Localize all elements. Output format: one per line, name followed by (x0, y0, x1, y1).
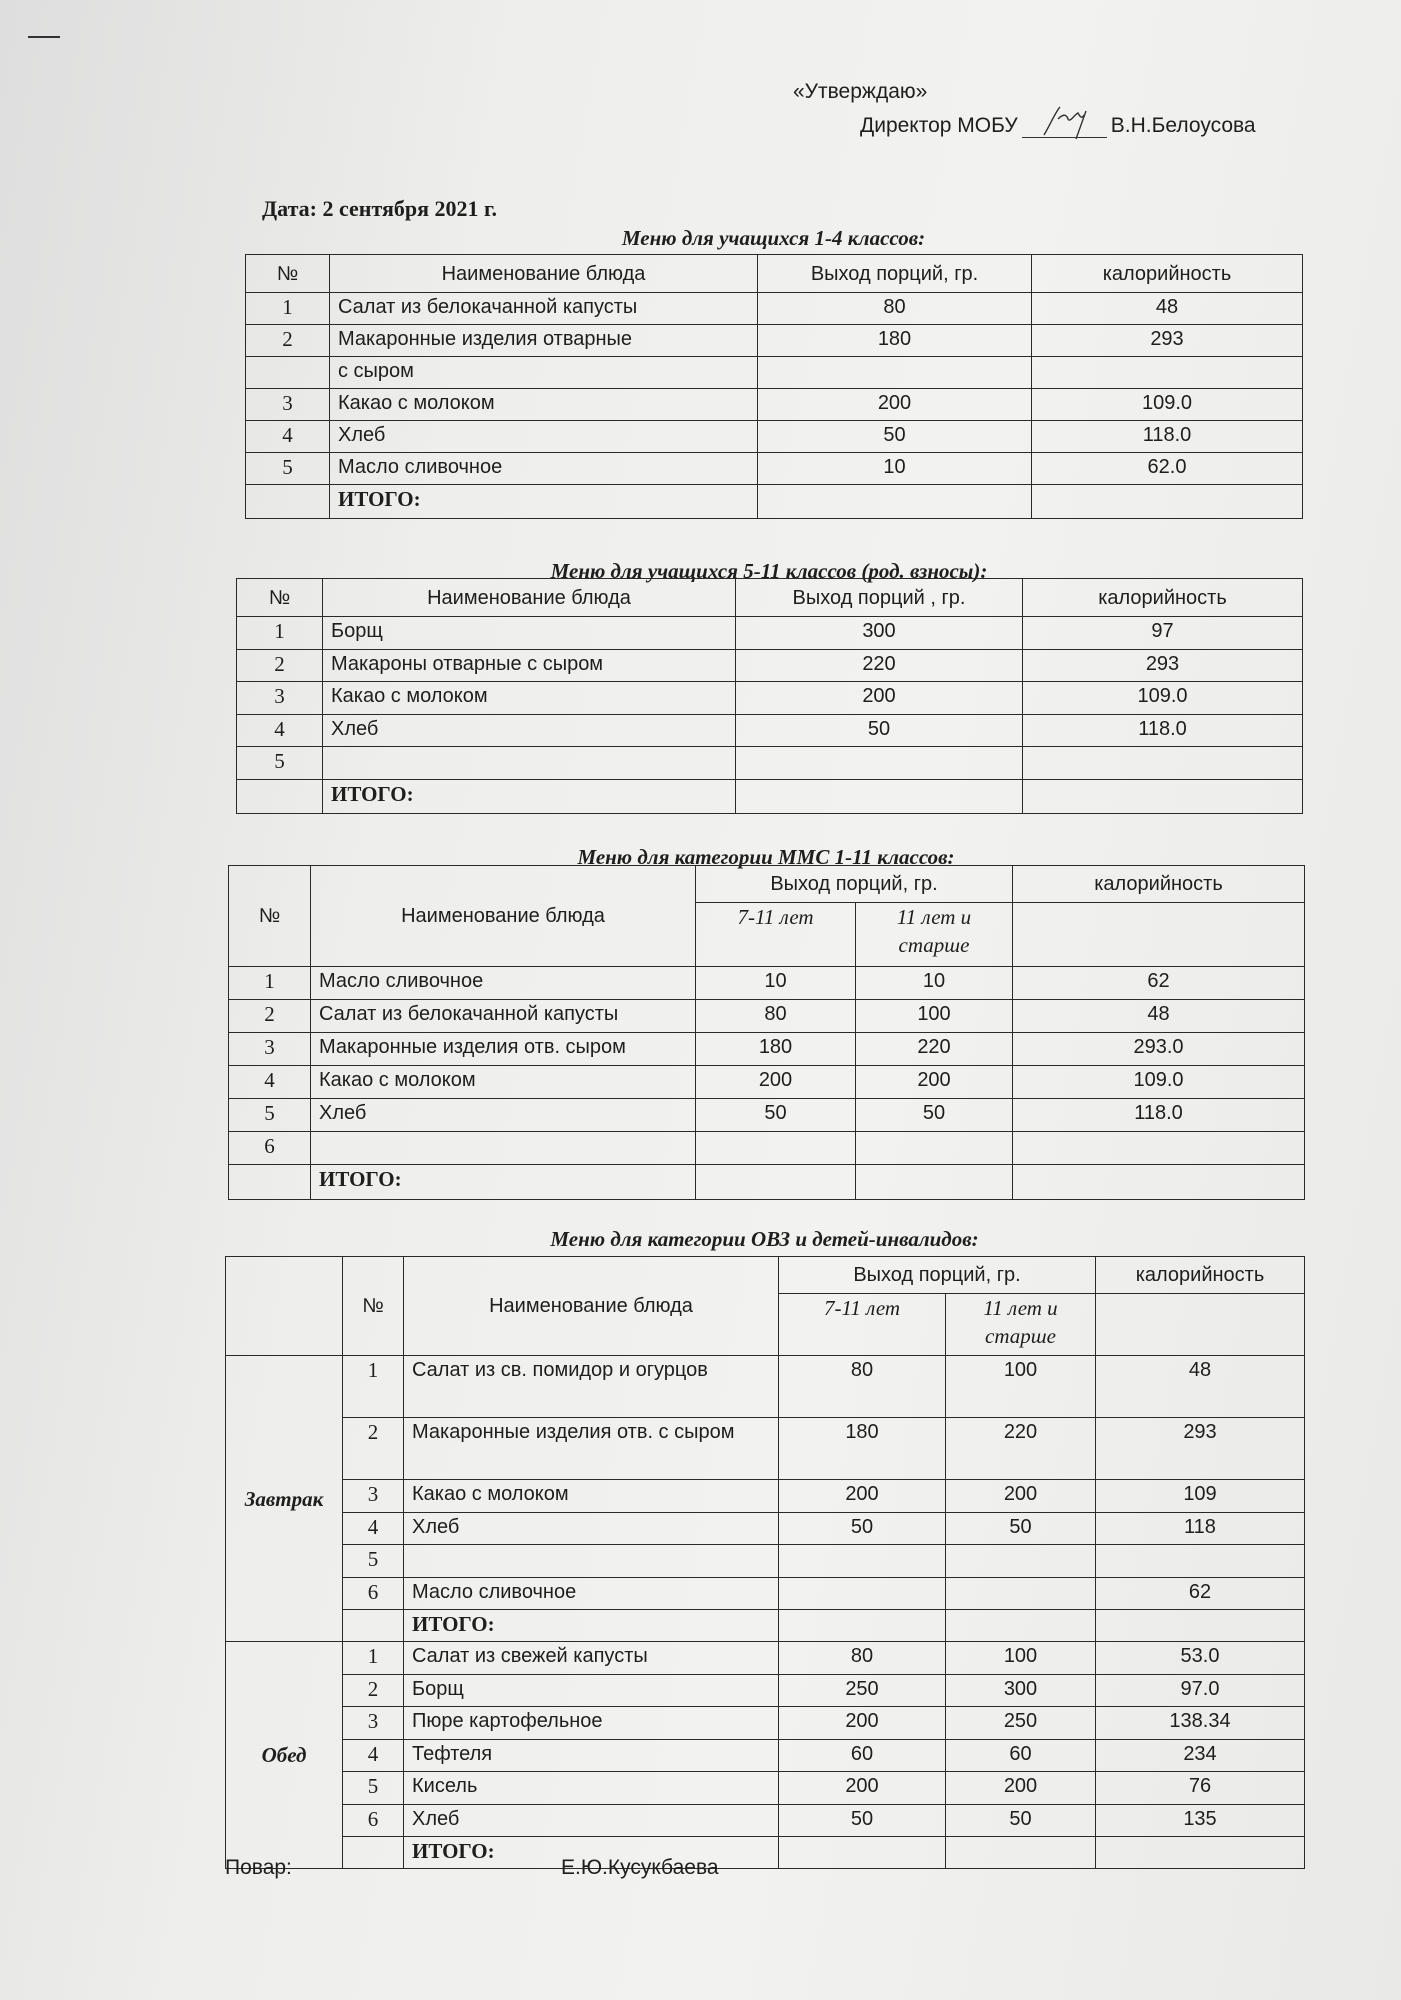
table-row (226, 1577, 1305, 1610)
cook-name: Е.Ю.Кусукбаева (561, 1856, 719, 1879)
portion-11-plus: 200 (946, 1772, 1096, 1805)
table-row (226, 1356, 1305, 1418)
table3-title: Меню для категории ММС 1-11 классов: (577, 845, 955, 869)
portion-7-11 (779, 1545, 946, 1578)
dish-name: Хлеб (323, 714, 736, 747)
col-portion-header: Выход порций, гр. (758, 255, 1032, 293)
table-row (229, 967, 1305, 1000)
meal-header-empty (226, 1257, 343, 1356)
dish-name: Пюре картофельное (404, 1707, 779, 1740)
empty-cell (696, 1165, 856, 1200)
empty-cell (343, 1837, 404, 1869)
portion-7-11: 80 (696, 1000, 856, 1033)
portion-7-11: 180 (696, 1033, 856, 1066)
portion-11-plus: 220 (946, 1418, 1096, 1480)
dish-name: Хлеб (404, 1512, 779, 1545)
calories-value: 97 (1023, 617, 1303, 650)
row-number: 1 (229, 967, 311, 1000)
portion-11-plus: 50 (946, 1804, 1096, 1837)
portion-11-plus: 100 (946, 1356, 1096, 1418)
col-number-header: № (343, 1257, 404, 1356)
calories-value: 234 (1096, 1739, 1305, 1772)
dish-name: с сыром (330, 357, 758, 389)
dish-name: Кисель (404, 1772, 779, 1805)
empty-cell (779, 1837, 946, 1869)
table-row (226, 1739, 1305, 1772)
empty-cell (856, 1165, 1013, 1200)
portion-11-plus: 200 (856, 1066, 1013, 1099)
total-calories (1023, 779, 1303, 814)
dish-name: Хлеб (330, 421, 758, 453)
row-number: 3 (237, 682, 323, 715)
dish-name: Какао с молоком (311, 1066, 696, 1099)
empty-cell (1013, 903, 1305, 967)
portion-7-11: 50 (779, 1804, 946, 1837)
portion-value (736, 747, 1023, 780)
dish-name: Макароны отварные с сыром (323, 649, 736, 682)
portion-7-11: 80 (779, 1642, 946, 1675)
menu-table-1-4 (245, 254, 1303, 519)
row-number: 2 (343, 1674, 404, 1707)
row-number: 2 (237, 649, 323, 682)
row-number: 4 (229, 1066, 311, 1099)
dish-name: Тефтеля (404, 1739, 779, 1772)
portion-value: 200 (736, 682, 1023, 715)
dish-name: Салат из белокачанной капусты (311, 1000, 696, 1033)
col-portion-header: Выход порций , гр. (736, 579, 1023, 617)
portion-11-plus: 220 (856, 1033, 1013, 1066)
row-number: 1 (343, 1356, 404, 1418)
total-label: ИТОГО: (404, 1610, 779, 1642)
table-row (237, 649, 1303, 682)
meal-label-lunch: Обед (226, 1642, 343, 1869)
portion-7-11: 80 (779, 1356, 946, 1418)
dish-name: Масло сливочное (311, 967, 696, 1000)
calories-value: 62.0 (1032, 453, 1303, 485)
header-row (229, 866, 1305, 903)
table1-title: Меню для учащихся 1-4 классов: (621, 226, 926, 250)
col-portion-header: Выход порций, гр. (779, 1257, 1096, 1294)
calories-value: 109.0 (1013, 1066, 1305, 1099)
portion-7-11: 10 (696, 967, 856, 1000)
row-number: 2 (246, 325, 330, 357)
calories-value (1013, 1132, 1305, 1165)
portion-7-11: 200 (696, 1066, 856, 1099)
row-number: 5 (343, 1772, 404, 1805)
portion-value: 200 (758, 389, 1032, 421)
portion-7-11: 200 (779, 1707, 946, 1740)
table-row (246, 325, 1303, 357)
col-calories-header: калорийность (1013, 866, 1305, 903)
signature (1022, 117, 1107, 138)
table-row (237, 617, 1303, 650)
portion-value: 180 (758, 325, 1032, 357)
row-number: 4 (246, 421, 330, 453)
row-number: 1 (343, 1642, 404, 1675)
col-number-header: № (229, 866, 311, 967)
portion-value: 300 (736, 617, 1023, 650)
total-label: ИТОГО: (323, 779, 736, 814)
table-row (237, 747, 1303, 780)
portion-11-plus (946, 1577, 1096, 1610)
empty-cell (229, 1165, 311, 1200)
document-date: Дата: 2 сентября 2021 г. (262, 196, 498, 221)
total-row (229, 1165, 1305, 1200)
table-row (229, 1099, 1305, 1132)
header-row (226, 1257, 1305, 1294)
col-calories-header: калорийность (1096, 1257, 1305, 1294)
col-name-header: Наименование блюда (404, 1257, 779, 1356)
calories-value (1096, 1545, 1305, 1578)
dish-name: Какао с молоком (330, 389, 758, 421)
col-age-7-11-header: 7-11 лет (696, 903, 856, 967)
row-number: 5 (237, 747, 323, 780)
calories-value (1023, 747, 1303, 780)
portion-7-11: 180 (779, 1418, 946, 1480)
row-number: 5 (229, 1099, 311, 1132)
empty-cell (946, 1610, 1096, 1642)
calories-value: 48 (1032, 293, 1303, 325)
row-number: 6 (229, 1132, 311, 1165)
portion-11-plus: 100 (946, 1642, 1096, 1675)
calories-value: 293.0 (1013, 1033, 1305, 1066)
row-number: 4 (343, 1512, 404, 1545)
row-number: 2 (343, 1418, 404, 1480)
col-name-header: Наименование блюда (330, 255, 758, 293)
table-row (246, 389, 1303, 421)
table4-title: Меню для категории ОВЗ и детей-инвалидов: (550, 1227, 979, 1251)
portion-7-11: 250 (779, 1674, 946, 1707)
portion-7-11: 50 (779, 1512, 946, 1545)
col-age-11-plus-header: 11 лет и старше (856, 903, 1013, 967)
dish-name: Масло сливочное (330, 453, 758, 485)
col-age-11-plus-header: 11 лет и старше (946, 1294, 1096, 1356)
table-row (226, 1707, 1305, 1740)
col-number-header: № (246, 255, 330, 293)
table-row (226, 1480, 1305, 1513)
calories-value: 293 (1096, 1418, 1305, 1480)
row-number: 2 (229, 1000, 311, 1033)
calories-value: 138.34 (1096, 1707, 1305, 1740)
row-number: 3 (343, 1707, 404, 1740)
calories-value: 97.0 (1096, 1674, 1305, 1707)
table-row (229, 1000, 1305, 1033)
total-row (237, 779, 1303, 814)
page-mark (28, 36, 60, 38)
row-number: 4 (343, 1739, 404, 1772)
row-number: 6 (343, 1577, 404, 1610)
meal-label-breakfast: Завтрак (226, 1356, 343, 1642)
empty-cell (1096, 1837, 1305, 1869)
col-name-header: Наименование блюда (311, 866, 696, 967)
portion-value: 10 (758, 453, 1032, 485)
portion-11-plus: 50 (856, 1099, 1013, 1132)
table-row (226, 1674, 1305, 1707)
calories-value: 135 (1096, 1804, 1305, 1837)
header-row (237, 579, 1303, 617)
calories-value: 118.0 (1013, 1099, 1305, 1132)
row-number: 6 (343, 1804, 404, 1837)
table-row (226, 1642, 1305, 1675)
table-row (246, 421, 1303, 453)
table-row (246, 453, 1303, 485)
empty-cell (343, 1610, 404, 1642)
portion-11-plus: 100 (856, 1000, 1013, 1033)
table-row (229, 1066, 1305, 1099)
row-number: 1 (246, 293, 330, 325)
dish-name: Салат из белокачанной капусты (330, 293, 758, 325)
dish-name: Борщ (323, 617, 736, 650)
total-row (226, 1610, 1305, 1642)
portion-11-plus (946, 1545, 1096, 1578)
dish-name: Макаронные изделия отв. сыром (311, 1033, 696, 1066)
portion-11-plus: 60 (946, 1739, 1096, 1772)
calories-value: 293 (1023, 649, 1303, 682)
director-label: Директор МОБУ (860, 114, 1018, 137)
portion-value: 220 (736, 649, 1023, 682)
portion-11-plus: 10 (856, 967, 1013, 1000)
portion-7-11: 60 (779, 1739, 946, 1772)
portion-7-11: 200 (779, 1772, 946, 1805)
calories-value: 118 (1096, 1512, 1305, 1545)
portion-value: 50 (758, 421, 1032, 453)
dish-name: Масло сливочное (404, 1577, 779, 1610)
calories-value: 118.0 (1032, 421, 1303, 453)
portion-11-plus: 300 (946, 1674, 1096, 1707)
table-row (226, 1772, 1305, 1805)
empty-cell (1096, 1294, 1305, 1356)
col-calories-header: калорийность (1023, 579, 1303, 617)
portion-11-plus: 200 (946, 1480, 1096, 1513)
row-number (246, 357, 330, 389)
calories-value: 293 (1032, 325, 1303, 357)
dish-name (323, 747, 736, 780)
table-row (246, 357, 1303, 389)
director-name: В.Н.Белоусова (1110, 114, 1256, 137)
dish-name: Макаронные изделия отварные (330, 325, 758, 357)
portion-11-plus: 50 (946, 1512, 1096, 1545)
calories-value: 62 (1096, 1577, 1305, 1610)
empty-cell (246, 485, 330, 519)
portion-7-11: 50 (696, 1099, 856, 1132)
calories-value: 76 (1096, 1772, 1305, 1805)
dish-name: Хлеб (311, 1099, 696, 1132)
calories-value (1032, 357, 1303, 389)
table-row (226, 1418, 1305, 1480)
calories-value: 118.0 (1023, 714, 1303, 747)
calories-value: 48 (1096, 1356, 1305, 1418)
empty-cell (1013, 1165, 1305, 1200)
empty-cell (1096, 1610, 1305, 1642)
dish-name: Салат из свежей капусты (404, 1642, 779, 1675)
table-row (226, 1512, 1305, 1545)
col-portion-header: Выход порций, гр. (696, 866, 1013, 903)
total-row (246, 485, 1303, 519)
total-portion (758, 485, 1032, 519)
col-calories-header: калорийность (1032, 255, 1303, 293)
table-row (237, 714, 1303, 747)
empty-cell (779, 1610, 946, 1642)
total-label: ИТОГО: (330, 485, 758, 519)
portion-value (758, 357, 1032, 389)
portion-value: 50 (736, 714, 1023, 747)
table-row (226, 1545, 1305, 1578)
calories-value: 109 (1096, 1480, 1305, 1513)
total-row (226, 1837, 1305, 1869)
calories-value: 48 (1013, 1000, 1305, 1033)
table-row (237, 682, 1303, 715)
row-number: 4 (237, 714, 323, 747)
table-row (229, 1132, 1305, 1165)
row-number: 1 (237, 617, 323, 650)
calories-value: 62 (1013, 967, 1305, 1000)
menu-table-ovz (225, 1256, 1305, 1869)
total-label: ИТОГО: (404, 1837, 779, 1869)
empty-cell (237, 779, 323, 814)
calories-value: 109.0 (1023, 682, 1303, 715)
calories-value: 109.0 (1032, 389, 1303, 421)
row-number: 3 (229, 1033, 311, 1066)
header-row (246, 255, 1303, 293)
row-number: 3 (343, 1480, 404, 1513)
dish-name: Хлеб (404, 1804, 779, 1837)
total-portion (736, 779, 1023, 814)
cook-label: Повар: (225, 1856, 292, 1879)
approval-heading: «Утверждаю» (793, 80, 928, 103)
dish-name: Какао с молоком (323, 682, 736, 715)
total-label: ИТОГО: (311, 1165, 696, 1200)
portion-7-11 (696, 1132, 856, 1165)
portion-11-plus: 250 (946, 1707, 1096, 1740)
portion-7-11: 200 (779, 1480, 946, 1513)
dish-name: Борщ (404, 1674, 779, 1707)
empty-cell (946, 1837, 1096, 1869)
menu-table-5-11 (236, 578, 1303, 814)
table-row (226, 1804, 1305, 1837)
total-calories (1032, 485, 1303, 519)
dish-name: Салат из св. помидор и огурцов (404, 1356, 779, 1418)
dish-name (311, 1132, 696, 1165)
dish-name (404, 1545, 779, 1578)
calories-value: 53.0 (1096, 1642, 1305, 1675)
menu-table-mms (228, 865, 1305, 1200)
row-number: 5 (343, 1545, 404, 1578)
table2-title: Меню для учащихся 5-11 классов (род. взносы): (550, 559, 988, 583)
col-name-header: Наименование блюда (323, 579, 736, 617)
portion-11-plus (856, 1132, 1013, 1165)
dish-name: Какао с молоком (404, 1480, 779, 1513)
row-number: 5 (246, 453, 330, 485)
col-number-header: № (237, 579, 323, 617)
portion-value: 80 (758, 293, 1032, 325)
portion-7-11 (779, 1577, 946, 1610)
row-number: 3 (246, 389, 330, 421)
table-row (246, 293, 1303, 325)
dish-name: Макаронные изделия отв. с сыром (404, 1418, 779, 1480)
table-row (229, 1033, 1305, 1066)
col-age-7-11-header: 7-11 лет (779, 1294, 946, 1356)
director-line (860, 114, 1256, 138)
